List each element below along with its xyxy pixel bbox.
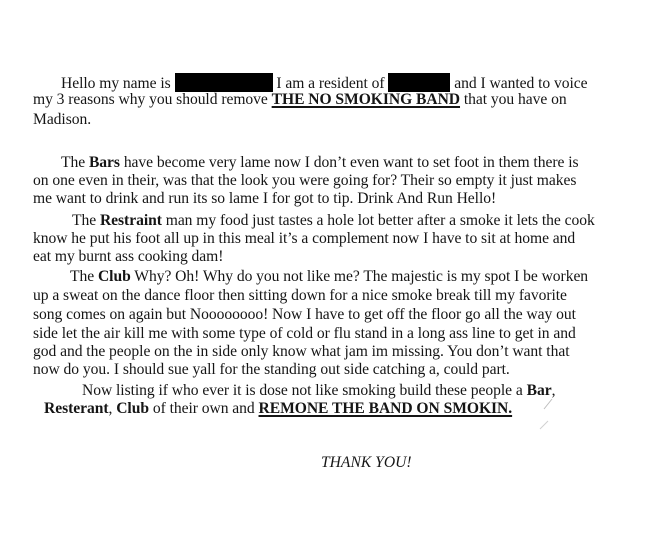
closing-thank-you: THANK YOU! xyxy=(321,454,412,471)
p1-line-1 xyxy=(61,73,587,93)
resterant-keyword: Resterant xyxy=(44,400,109,417)
no-smoking-band-phrase: THE NO SMOKING BAND xyxy=(271,91,461,108)
p4-line-4: side let the air kill me with some type of cold or flu stand in a long ass line to get in and xyxy=(33,325,576,342)
p1-line-3: Madison. xyxy=(33,111,92,128)
scan-artifact-mark xyxy=(530,395,560,435)
p4-line-2: up a sweat on the dance floor then sitting down for a nice smoke break till my favorite xyxy=(33,287,567,304)
redacted-name xyxy=(175,73,273,92)
p4-line-3: song comes on again but Noooooooo! Now I have to get off the floor go all the way out xyxy=(33,306,576,323)
p3-line-2: know he put his foot all up in this meal it’s a complement now I have to sit at home and xyxy=(33,230,576,247)
p4-line-6: now do you. I should sue yall for the standing out side catching a, could part. xyxy=(33,361,510,378)
p1-greeting: Hello my name is xyxy=(61,75,171,92)
p5-line-2: Resterant, Club of their own and REMONE THE BAND ON SMOKIN. xyxy=(44,400,513,417)
bars-keyword: Bars xyxy=(88,154,120,171)
p1-voice: and I wanted to voice xyxy=(454,75,588,92)
p5-line-1: Now listing if who ever it is dose not like smoking build these people a Bar, xyxy=(82,382,556,399)
p4-line-1: The Club Why? Oh! Why do you not like me? The majestic is my spot I be worken xyxy=(70,268,589,285)
redacted-location xyxy=(388,73,450,92)
club-keyword: Club xyxy=(97,268,131,285)
p1-resident: I am a resident of xyxy=(276,75,385,92)
p2-line-1: The Bars have become very lame now I don’t even want to set foot in them there is xyxy=(61,154,579,171)
p2-line-2: on one even in their, was that the look you were going for? Their so empty it just makes xyxy=(33,172,577,189)
p2-line-3: me want to drink and run its so lame I for got to tip. Drink And Run Hello! xyxy=(33,190,497,207)
p3-line-1: The Restraint man my food just tastes a hole lot better after a smoke it lets the cook xyxy=(72,212,595,229)
bar-keyword: Bar xyxy=(526,382,552,399)
p1-line-2: my 3 reasons why you should remove THE NO SMOKING BAND that you have on xyxy=(33,91,567,108)
club-keyword-2: Club xyxy=(116,400,149,417)
restraint-keyword: Restraint xyxy=(99,212,162,229)
remone-band-phrase: REMONE THE BAND ON SMOKIN. xyxy=(258,400,513,417)
p3-line-3: eat my burnt ass cooking dam! xyxy=(33,248,224,265)
p4-line-5: god and the people on the in side only know what jam im missing. You don’t want that xyxy=(33,343,570,360)
